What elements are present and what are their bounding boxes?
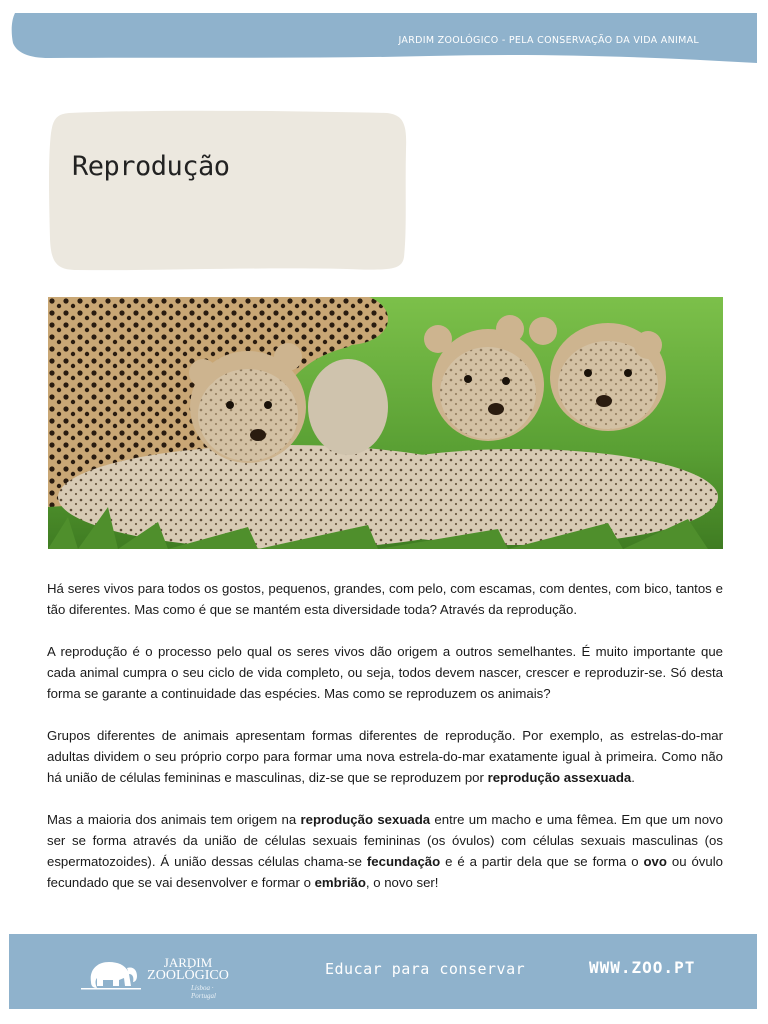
article-body	[47, 578, 723, 914]
bold-term: fecundação	[366, 854, 441, 869]
header-tagline: JARDIM ZOOLÓGICO - PELA CONSERVAÇÃO DA VIDA ANIMAL	[398, 35, 699, 46]
logo-subtitle: Lisboa · Portugal	[191, 984, 216, 1000]
text-segment: entre um macho e uma fêmea. Em que um novo ser se forma através da união de células sexuais femininas (os óvulos) com células sexuais masculinas (os espermatozoides). Á união dessas células chama-se	[47, 812, 723, 869]
zoo-logo	[81, 948, 231, 1000]
text-segment: Grupos diferentes de animais apresentam formas diferentes de reprodução. Por exemplo, as estrelas-do-mar adultas dividem o seu próprio corpo para formar uma nova estrela-do-mar exatamente igual à primeira. Como não há união de células femininas e masculinas, diz-se que se reproduzem por	[47, 728, 723, 785]
bold-term: reprodução assexuada	[487, 770, 632, 785]
text-segment: e é a partir dela que se forma o	[440, 854, 644, 869]
paragraph	[47, 725, 723, 788]
paragraph	[47, 641, 723, 704]
paragraph	[47, 809, 723, 893]
header-band	[9, 13, 757, 65]
bold-term: reprodução sexuada	[300, 812, 431, 827]
page-title: Reprodução	[72, 151, 230, 182]
cheetah-cubs-image	[48, 297, 723, 549]
text-segment: A reprodução é o processo pelo qual os seres vivos dão origem a outros semelhantes. É muito importante que cada animal cumpra o seu ciclo de vida completo, ou seja, todos devem nascer, crescer e reproduzir-se. Só desta forma se garante a continuidade das espécies. Mas como se reproduzem os animais?	[47, 644, 723, 701]
title-box	[47, 109, 407, 273]
text-segment: Mas a maioria dos animais tem origem na	[47, 812, 301, 827]
text-segment: ou óvulo fecundado que se vai desenvolver e formar o	[47, 854, 723, 890]
elephant-icon	[81, 952, 141, 992]
footer-slogan: Educar para conservar	[325, 960, 526, 978]
text-segment: .	[631, 770, 635, 785]
bold-term: ovo	[643, 854, 667, 869]
logo-line1: JARDIM	[163, 955, 213, 970]
text-segment: Há seres vivos para todos os gostos, pequenos, grandes, com pelo, com escamas, com dentes, com bico, tantos e tão diferentes. Mas como é que se mantém esta diversidade toda? Através da reprodução.	[47, 581, 723, 617]
logo-wordmark	[143, 956, 233, 982]
paragraph	[47, 578, 723, 620]
bold-term: embrião	[314, 875, 366, 890]
footer-band	[9, 934, 757, 1009]
website-link[interactable]: WWW.ZOO.PT	[589, 958, 696, 977]
logo-line2: ZOOLÓGICO	[147, 968, 229, 983]
cheetah-cubs-photo	[48, 297, 723, 549]
text-segment: , o novo ser!	[365, 875, 439, 890]
title-box-shape	[47, 109, 407, 273]
